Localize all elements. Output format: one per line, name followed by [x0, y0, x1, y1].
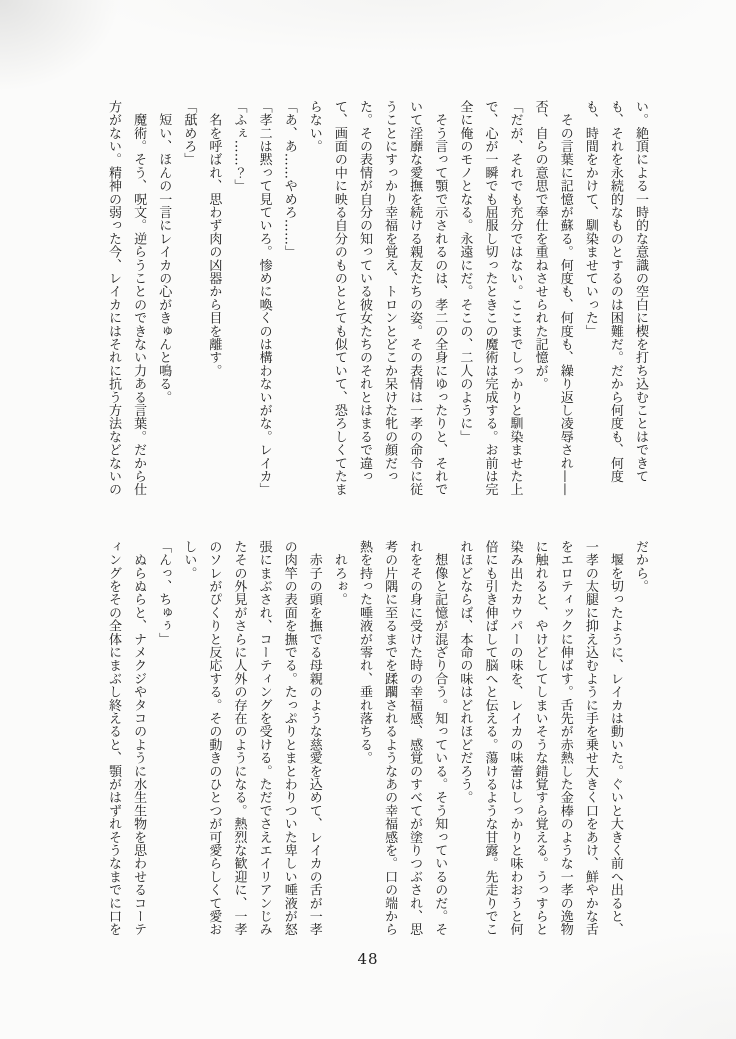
text-column: れろぉ。	[331, 540, 347, 606]
text-column: うことにすっかり幸福を覚え、トロンとどこか呆けた牝の顔だっ	[382, 100, 398, 483]
text-column: 「だが、それでも充分ではない。ここまでしっかりと馴染ませた上	[507, 100, 523, 496]
text-column: のソレがぴくりと反応する。その動きのひとつが可愛らしくて愛お	[206, 540, 222, 936]
text-column: 想像と記憶が混ざり合う。知っている。そう知っているのだ。そ	[432, 540, 448, 936]
text-column: 「あ、あ……やめろ……」	[281, 100, 297, 259]
text-column: 「舐めろ」	[181, 100, 197, 166]
text-column: 「孝二は黙って見ていろ。惨めに喚くのは構わないがな。レイカ」	[256, 100, 272, 496]
text-column: しい。	[181, 540, 197, 580]
text-column: も、それを永続的なものとするのは困難だ。だから何度も、何度	[607, 100, 623, 483]
text-column: て、画面の中に映る自分のものととても似ていて、恐ろしくてたま	[331, 100, 347, 496]
text-column: 魔術。そう、呪文。逆らうことのできない力ある言葉。だから仕	[131, 100, 147, 496]
text-column: 全に俺のモノとなる。永遠にだ。そこの、二人のように」	[457, 100, 473, 444]
text-column: 考の片隅に至るまでを蹂躙されるようなあの幸福感を。口の端から	[382, 540, 398, 936]
text-column: ィングをその全体にまぶし終えると、顎がはずれそうなまでに口を	[106, 540, 122, 936]
text-column: 名を呼ばれ、思わず肉の凶器から目を離す。	[206, 100, 222, 378]
text-column: の肉竿の表面を撫でる。たっぷりとまとわりついた卑しい唾液が怒	[281, 540, 297, 936]
text-column: ぬらぬらと、ナメクジやタコのように水生生物を思わせるコーテ	[131, 540, 147, 936]
text-column: 熱を持った唾液が零れ、垂れ落ちる。	[356, 540, 372, 765]
text-column: いて淫靡な愛撫を続ける親友たちの姿。その表情は一孝の命令に従	[407, 100, 423, 496]
text-column: れをその身に受けた時の幸福感、感覚のすべてが塗りつぶされ、思	[407, 540, 423, 936]
text-column: 「ふぇ……？」	[231, 100, 247, 193]
text-column: で、心が一瞬でも屈服し切ったときこの魔術は完成する。お前は完	[482, 100, 498, 496]
text-block-lower	[101, 540, 653, 936]
text-column: そう言って顎で示されるのは、孝二の全身にゆったりと、それで	[432, 100, 448, 496]
text-column: も、時間をかけて、馴染ませていった」	[582, 100, 598, 338]
text-column: 倍にも引き伸ばして脳へと伝える。蕩けるような甘露。先走りでこ	[482, 540, 498, 936]
page-number: 48	[357, 950, 379, 968]
text-column: に触れると、やけどしてしまいそうな錯覚すら覚える。うっすらと	[532, 540, 548, 936]
text-column: 否、自らの意思で奉仕を重ねさせられた記憶が。	[532, 100, 548, 391]
text-column: 方がない。精神の弱った今、レイカにはそれに抗う方法などないの	[106, 100, 122, 496]
text-column: をエロティックに伸ばす。舌先が赤熱した金棒のような一孝の逸物	[557, 540, 573, 936]
text-column: だから。	[633, 540, 648, 593]
text-column: 短い、ほんの一言にレイカの心がきゅんと鳴る。	[156, 100, 172, 404]
text-column: 赤子の頭を撫でる母親のような慈愛を込めて、レイカの舌が一孝	[306, 540, 322, 936]
text-column: 張にまぶされ、コーティングを受ける。ただでさえエイリアンじみ	[256, 540, 272, 936]
text-column: い。絶頂による一時的な意識の空白に楔を打ち込むことはできて	[633, 100, 648, 483]
text-column: 一孝の太腿に抑え込むように手を乗せ大きく口をあけ、鮮やかな舌	[582, 540, 598, 936]
text-column: たその外見がさらに人外の存在のようになる。熱烈な歓迎に、一孝	[231, 540, 247, 936]
text-column: れほどならば、本命の味はどれほどだろう。	[457, 540, 473, 804]
text-column: その言葉に記憶が蘇る。何度も、何度も、繰り返し凌辱され——	[557, 100, 573, 496]
text-column: た。その表情が自分の知っている彼女たちのそれとはまるで違っ	[356, 100, 372, 483]
text-block-upper	[101, 100, 653, 496]
text-column: 「んっ、ちゅぅ」	[156, 540, 172, 646]
text-column: らない。	[306, 100, 322, 153]
text-column: 染み出たカウパーの味を、レイカの味蕾はしっかりと味わおうと何	[507, 540, 523, 936]
text-column: 堰を切ったように、レイカは動いた。ぐいと大きく前へ出ると、	[607, 540, 623, 936]
